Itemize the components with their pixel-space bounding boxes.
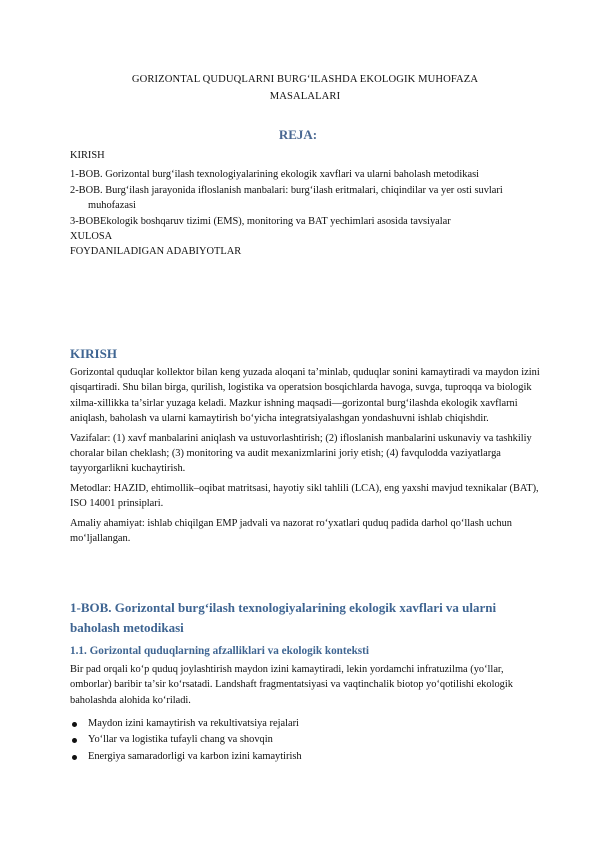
bullet-icon (72, 738, 77, 743)
intro-body (70, 365, 540, 550)
toc-item-intro: KIRISH (70, 150, 105, 161)
bullet-list (70, 716, 540, 765)
intro-paragraph: Gorizontal quduqlar kollektor bilan keng yuzada aloqani taʼminlab, quduqlar sonini kamaytiradi va maydon izini qisqartiradi. Shu bilan birga, qurilish, logistika va operatsion bosqichlarda havoga, suvga, tuproqqa va biologik xilma-xillikka taʼsirlar yuzaga keladi. Mazkur ishning maqsadi—gorizontal burg‘ilashda ekologik xavflarni aniqlash, baholash va ularni kamaytirish bo‘yicha integratsiyalashgan yondashuvni ishlab chiqishdir. (70, 367, 540, 425)
toc-item-chapter-2: 2-BOB. Burg‘ilash jarayonida ifloslanish manbalari: burg‘ilash eritmalari, chiqindilar va yer osti suvlari muhofazasi (70, 184, 503, 212)
document-title-line-1: GORIZONTAL QUDUQLARNI BURG‘ILASHDA EKOLOGIK MUHOFAZA (131, 74, 479, 85)
plan-heading: REJA: (278, 127, 318, 142)
list-item-text: Energiya samaradorligi va karbon izini kamaytirish (88, 750, 302, 762)
bullet-icon (72, 755, 77, 760)
intro-heading: KIRISH (70, 346, 117, 361)
list-item-text: Maydon izini kamaytirish va rekultivatsiya rejalari (88, 718, 299, 729)
list-item-text: Yo‘llar va logistika tufayli chang va shovqin (88, 734, 273, 746)
list-item (70, 716, 540, 732)
section-1-1-body (70, 662, 540, 708)
toc-item-chapter-3: 3-BOBEkologik boshqaruv tizimi (EMS), monitoring va BAT yechimlari asosida tavsiyalar (70, 215, 451, 227)
document-title-line-2: MASALALARI (269, 91, 341, 102)
table-of-contents (70, 148, 550, 260)
list-item (70, 749, 540, 765)
section-1-1-heading: 1.1. Gorizontal quduqlarning afzalliklari va ekologik konteksti (70, 645, 369, 657)
intro-paragraph: Amaliy ahamiyat: ishlab chiqilgan EMP jadvali va nazorat ro‘yxatlari quduq padida darhol qo‘llash uchun mo‘ljallangan. (70, 517, 512, 545)
chapter-1-heading: 1-BOB. Gorizontal burg‘ilash texnologiyalarining ekologik xavflari va ularni baholash metodikasi (70, 600, 497, 635)
document-title (80, 71, 530, 105)
toc-item-references: FOYDANILADIGAN ADABIYOTLAR (70, 246, 242, 258)
list-item (70, 732, 540, 748)
intro-paragraph: Vazifalar: (1) xavf manbalarini aniqlash va ustuvorlashtirish; (2) ifloslanish manbalarini uskunaviy va tashkiliy choralar bilan cheklash; (3) monitoring va audit mexanizmlarini joriy etish; (4) favqulodda vaziyatlarga tayyorgarlikni kuchaytirish. (70, 432, 532, 475)
toc-item-conclusion: XULOSA (70, 231, 113, 243)
bullet-icon (72, 722, 77, 727)
section-1-1-paragraph: Bir pad orqali ko‘p quduq joylashtirish maydon izini kamaytiradi, lekin yordamchi infratuzilma (yo‘llar, omborlar) baribir taʼsir ko‘rsatadi. Landshaft fragmentatsiyasi va vaqtinchalik biotop yo‘qotilishi ekologik baholashda alohida ko‘riladi. (70, 664, 513, 706)
toc-item-chapter-1: 1-BOB. Gorizontal burg‘ilash texnologiyalarining ekologik xavflari va ularni baholash metodikasi (70, 169, 479, 181)
intro-paragraph: Metodlar: HAZID, ehtimollik–oqibat matritsasi, hayotiy sikl tahlili (LCA), eng yaxshi mavjud texnikalar (BAT), ISO 14001 prinsiplari. (70, 482, 539, 510)
